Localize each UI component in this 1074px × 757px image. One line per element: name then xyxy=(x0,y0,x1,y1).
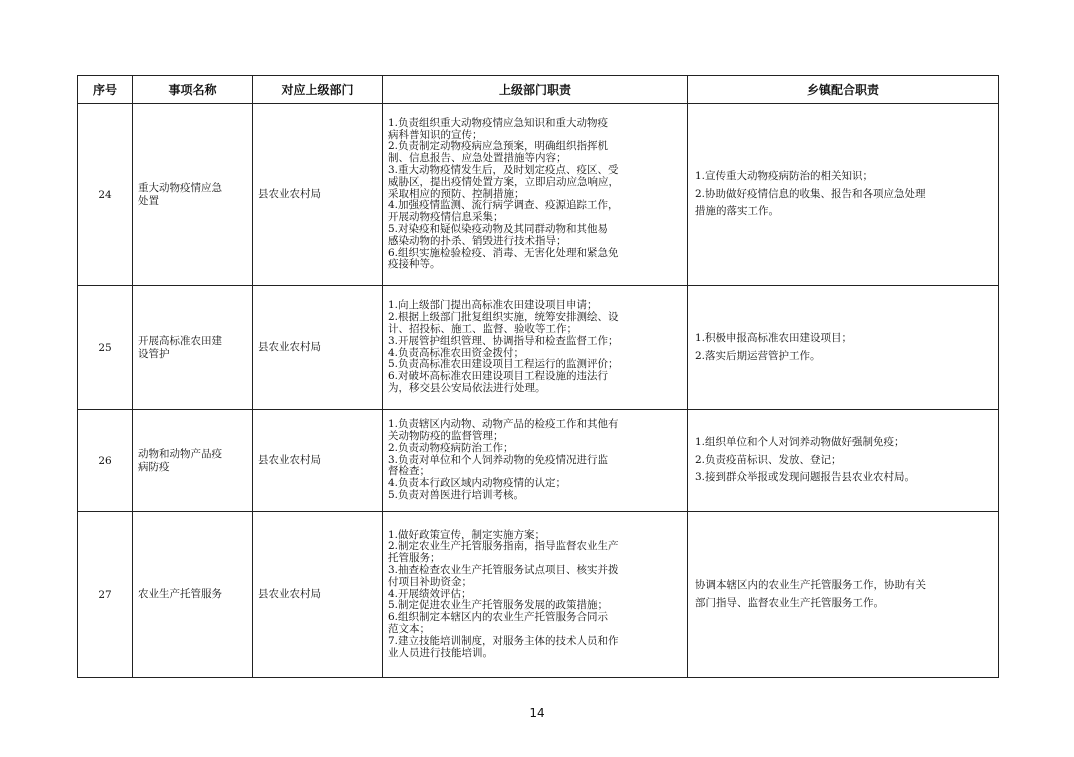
cell-no: 25 xyxy=(78,286,133,410)
cell-town-duties xyxy=(688,286,999,410)
duty-line: 为，移交县公安局依法进行处理。 xyxy=(388,381,546,394)
duty-line: 措施的落实工作。 xyxy=(695,205,779,218)
duty-line: 1.负责组织重大动物疫情应急知识和重大动物疫 xyxy=(388,116,609,129)
cell-superior-dept: 县农业农村局 xyxy=(253,410,383,512)
header-superior-duties: 上级部门职责 xyxy=(383,76,688,104)
cell-item-name xyxy=(133,286,253,410)
duty-line: 2.落实后期运营管护工作。 xyxy=(695,349,821,362)
duty-line: 4.开展绩效评估； xyxy=(388,587,472,600)
duty-line: 2.制定农业生产托管服务指南，指导监督农业生产 xyxy=(388,540,619,553)
duty-line: 7.建立技能培训制度，对服务主体的技术人员和作 xyxy=(388,634,619,647)
cell-item-name xyxy=(133,512,253,678)
table-row xyxy=(78,286,999,410)
duty-line: 5.对染疫和疑似染疫动物及其同群动物和其他易 xyxy=(388,222,609,235)
duty-line: 疫接种等。 xyxy=(388,258,441,271)
cell-superior-dept: 县农业农村局 xyxy=(253,104,383,286)
duty-line: 6.对破坏高标准农田建设项目工程设施的违法行 xyxy=(388,370,609,383)
item-name-line: 病防疫 xyxy=(138,460,170,473)
duty-line: 3.重大动物疫情发生后，及时划定疫点、疫区、受 xyxy=(388,164,619,176)
duty-line: 1.做好政策宣传，制定实施方案； xyxy=(388,528,546,541)
duty-line: 督检查； xyxy=(388,465,430,478)
duty-line: 2.负责制定动物疫病应急预案，明确组织指挥机 xyxy=(388,140,609,153)
duty-line: 2.协助做好疫情信息的收集、报告和各项应急处理 xyxy=(695,187,926,200)
table-row xyxy=(78,104,999,286)
cell-superior-duties xyxy=(383,512,688,678)
duty-line: 5.负责高标准农田建设项目工程运行的监测评价； xyxy=(388,358,619,371)
cell-superior-dept: 县农业农村局 xyxy=(253,512,383,678)
table-header-row xyxy=(78,76,999,104)
cell-item-name xyxy=(133,410,253,512)
duty-line: 3.接到群众举报或发现问题报告县农业农村局。 xyxy=(695,471,916,484)
duty-line: 采取相应的预防、控制措施； xyxy=(388,187,525,200)
cell-no: 27 xyxy=(78,512,133,678)
cell-superior-duties xyxy=(383,104,688,286)
duty-line: 1.向上级部门提出高标准农田建设项目申请； xyxy=(388,299,598,312)
duty-line: 4.加强疫情监测、流行病学调查、疫源追踪工作， xyxy=(388,199,619,212)
duty-line: 2.负责动物疫病防治工作； xyxy=(388,441,514,454)
table-row xyxy=(78,410,999,512)
duty-line: 制、信息报告、应急处置措施等内容； xyxy=(388,152,567,165)
duty-line: 付项目补助资金； xyxy=(388,575,472,588)
duty-line: 协调本辖区内的农业生产托管服务工作，协助有关 xyxy=(695,579,926,591)
cell-superior-duties xyxy=(383,410,688,512)
duty-line: 病科普知识的宣传； xyxy=(388,128,483,141)
duty-line: 5.负责对兽医进行培训考核。 xyxy=(388,488,525,501)
header-no: 序号 xyxy=(78,76,133,104)
duty-line: 范文本； xyxy=(388,622,430,635)
duty-line: 4.负责本行政区域内动物疫情的认定； xyxy=(388,477,567,490)
duty-line: 感染动物的扑杀、销毁进行技术指导； xyxy=(388,234,567,247)
header-superior-dept: 对应上级部门 xyxy=(253,76,383,104)
duty-line: 2.根据上级部门批复组织实施，统筹安排测绘、设 xyxy=(388,311,619,324)
header-town-duties: 乡镇配合职责 xyxy=(688,76,999,104)
duty-line: 1.组织单位和个人对饲养动物做好强制免疫； xyxy=(695,436,905,449)
duty-line: 部门指导、监督农业生产托管服务工作。 xyxy=(695,596,884,609)
cell-no: 24 xyxy=(78,104,133,286)
cell-superior-duties xyxy=(383,286,688,410)
duty-line: 3.开展管护组织管理、协调指导和检查监督工作； xyxy=(388,334,619,347)
item-name-line: 重大动物疫情应急 xyxy=(138,181,222,194)
duty-line: 1.负责辖区内动物、动物产品的检疫工作和其他有 xyxy=(388,418,619,431)
duty-line: 托管服务； xyxy=(388,552,441,565)
duty-line: 3.抽查检查农业生产托管服务试点项目、核实并拨 xyxy=(388,564,619,576)
cell-town-duties xyxy=(688,512,999,678)
duty-line: 开展动物疫情信息采集； xyxy=(388,211,504,224)
duty-line: 计、招投标、施工、监督、验收等工作； xyxy=(388,322,577,335)
item-name-line: 设管护 xyxy=(138,347,170,360)
item-name-line: 处置 xyxy=(138,194,159,207)
item-name-line: 农业生产托管服务 xyxy=(138,588,222,600)
duty-line: 关动物防疫的监督管理； xyxy=(388,430,504,442)
document-page xyxy=(77,75,998,678)
responsibility-table xyxy=(77,75,999,678)
duty-line: 4.负责高标准农田资金拨付； xyxy=(388,346,525,359)
cell-town-duties xyxy=(688,410,999,512)
duty-line: 6.组织实施检验检疫、消毒、无害化处理和紧急免 xyxy=(388,246,619,259)
cell-no: 26 xyxy=(78,410,133,512)
duty-line: 业人员进行技能培训。 xyxy=(388,646,493,659)
duty-line: 威胁区，提出疫情处置方案，立即启动应急响应， xyxy=(388,175,619,188)
header-item-name: 事项名称 xyxy=(133,76,253,104)
item-name-line: 动物和动物产品疫 xyxy=(138,447,222,460)
item-name-line: 开展高标准农田建 xyxy=(138,334,222,347)
duty-line: 2.负责疫苗标识、发放、登记； xyxy=(695,453,842,466)
cell-superior-dept: 县农业农村局 xyxy=(253,286,383,410)
duty-line: 6.组织制定本辖区内的农业生产托管服务合同示 xyxy=(388,611,609,624)
duty-line: 1.积极申报高标准农田建设项目； xyxy=(695,332,853,344)
duty-line: 1.宣传重大动物疫病防治的相关知识； xyxy=(695,170,874,183)
cell-town-duties xyxy=(688,104,999,286)
duty-line: 3.负责对单位和个人饲养动物的免疫情况进行监 xyxy=(388,453,609,466)
table-row xyxy=(78,512,999,678)
duty-line: 5.制定促进农业生产托管服务发展的政策措施； xyxy=(388,599,609,612)
cell-item-name xyxy=(133,104,253,286)
page-number: 14 xyxy=(529,706,545,720)
